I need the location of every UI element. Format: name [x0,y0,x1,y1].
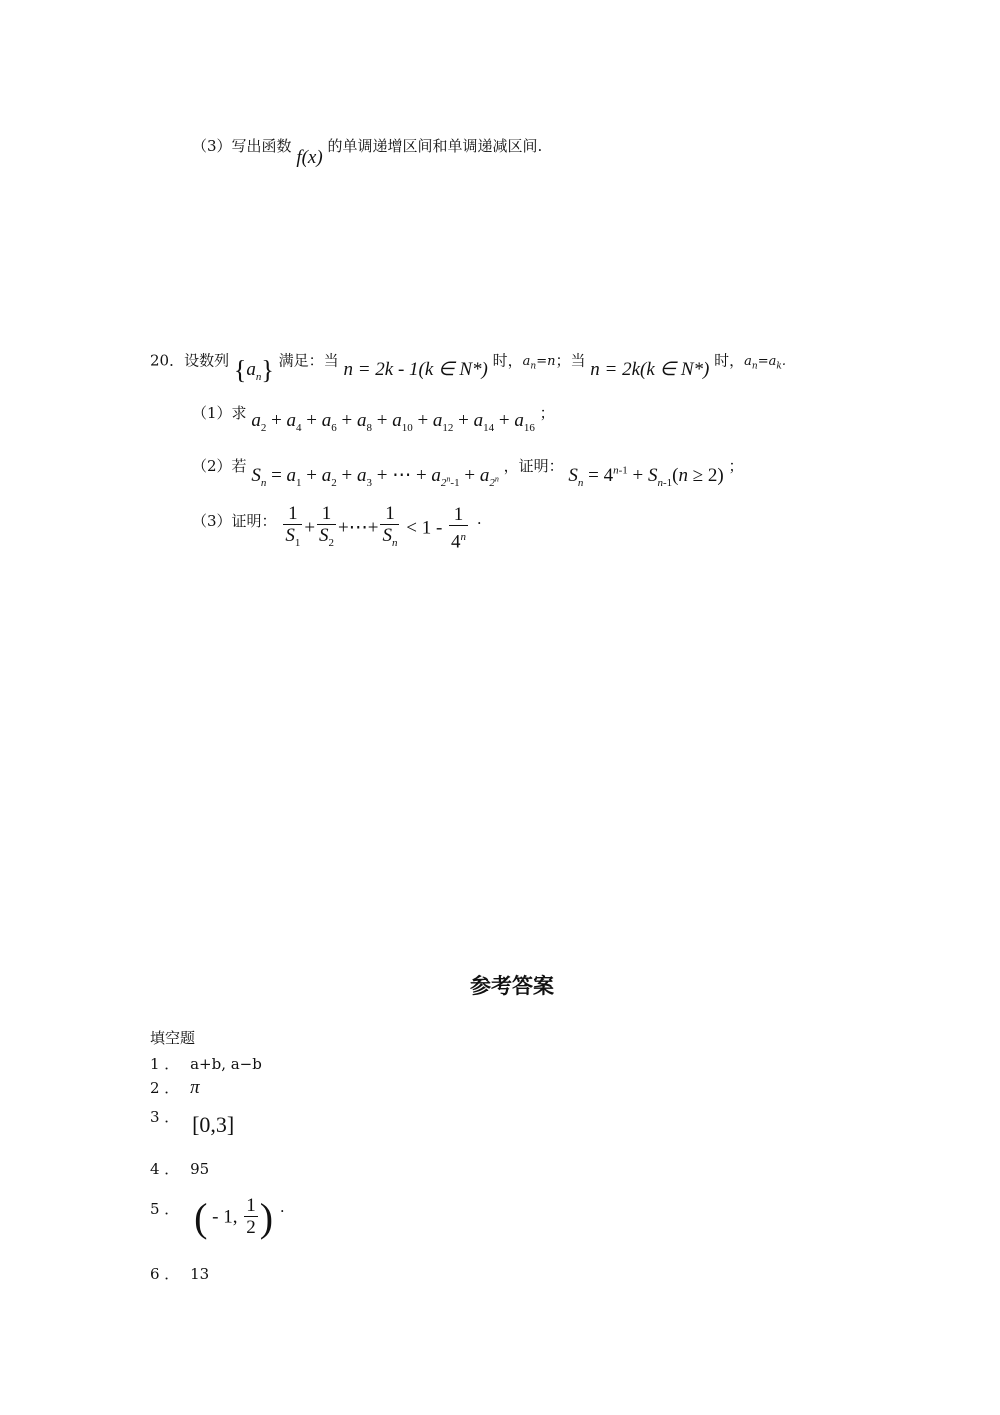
answer-item-2 [150,1077,200,1099]
answer-item-5-number: 5 ． [150,1200,180,1218]
q19-part3-text: 的单调递增区间和单调递减区间. [327,137,543,155]
q20-part1 [192,402,555,434]
q20-part1-label: （1）求 [192,404,247,422]
answer-item-1-value: a+b, a−b [190,1055,262,1073]
q20-part3 [192,503,482,554]
answer-item-5 [150,1195,285,1241]
answer-item-3-number: 3 ． [150,1108,180,1126]
q20-value-odd: $a_n=n$ [522,354,556,372]
q20-part3-inequality: $\frac{1}{S_1}$ + $\frac{1}{S_2}$ +⋯+ $\frac{1}{S_n}$ < 1 - $\frac{1}{4^n}$ [285,503,467,553]
answer-item-4 [150,1158,209,1179]
answers-title: 参考答案 [470,974,554,998]
q19-part3 [192,135,543,168]
q20-part2-label: （2）若 [192,457,247,475]
answer-item-5-end: . [279,1198,285,1216]
q20-intro: 设数列 [184,351,230,370]
q20-part1-end: ； [539,404,555,422]
answer-item-5-value: ( - 1, $\frac{1}{2}$ ) [194,1195,274,1240]
answer-item-3-value: [0,3] [192,1112,235,1137]
answer-item-3 [150,1106,235,1137]
answer-item-4-value: 95 [190,1160,210,1178]
q20-text3: 时， [714,351,745,370]
q20-value-even: $a_n=a_k$. [744,354,786,372]
q20-sequence: $\{a_n\}$ [233,356,274,385]
q19-part3-label: （3）写出函数 [192,137,292,155]
q20-number: 20． [150,351,185,370]
answers-section-label: 填空题 [150,1029,196,1047]
q20-part3-label: （3）证明： [192,512,277,530]
answer-item-6 [150,1263,209,1284]
q20-part2-mid: ，证明： [503,457,564,475]
answer-item-1-number: 1 ． [150,1055,180,1073]
answer-item-6-value: 13 [190,1265,210,1283]
q20-stem [150,346,786,385]
q20-condition-even: n = 2k(k ∈ N*) [590,359,710,381]
q20-part3-end: . [476,510,482,528]
answer-item-6-number: 6 ． [150,1265,180,1283]
answer-item-2-value: π [190,1077,200,1098]
q20-part2-end: ； [728,457,744,475]
q20-part1-expression: $a_2 + a_4 + a_6 + a_8 + a_{10} + a_{12} + a_{14} + a_{16}$ [251,410,535,434]
q20-text2: 时， [492,351,523,370]
q20-part2-sum-definition: $S_n = a_1 + a_2 + a_3$ + ⋯ + $a_{2^n-1} + a_{2^n}$ [251,465,499,489]
q20-text1: 满足：当 [278,351,339,370]
q20-text-when: ；当 [555,351,586,370]
answer-item-2-number: 2 ． [150,1079,180,1097]
answer-item-1 [150,1053,262,1074]
answer-item-4-number: 4 ． [150,1160,180,1178]
q20-part2-recurrence: $S_n = 4^{n-1} + S_{n-1}(n \ge 2)$ [568,464,724,489]
q20-condition-odd: n = 2k - 1(k ∈ N*) [343,359,488,381]
q20-part2 [192,454,744,489]
q19-function: f(x) [296,147,323,168]
